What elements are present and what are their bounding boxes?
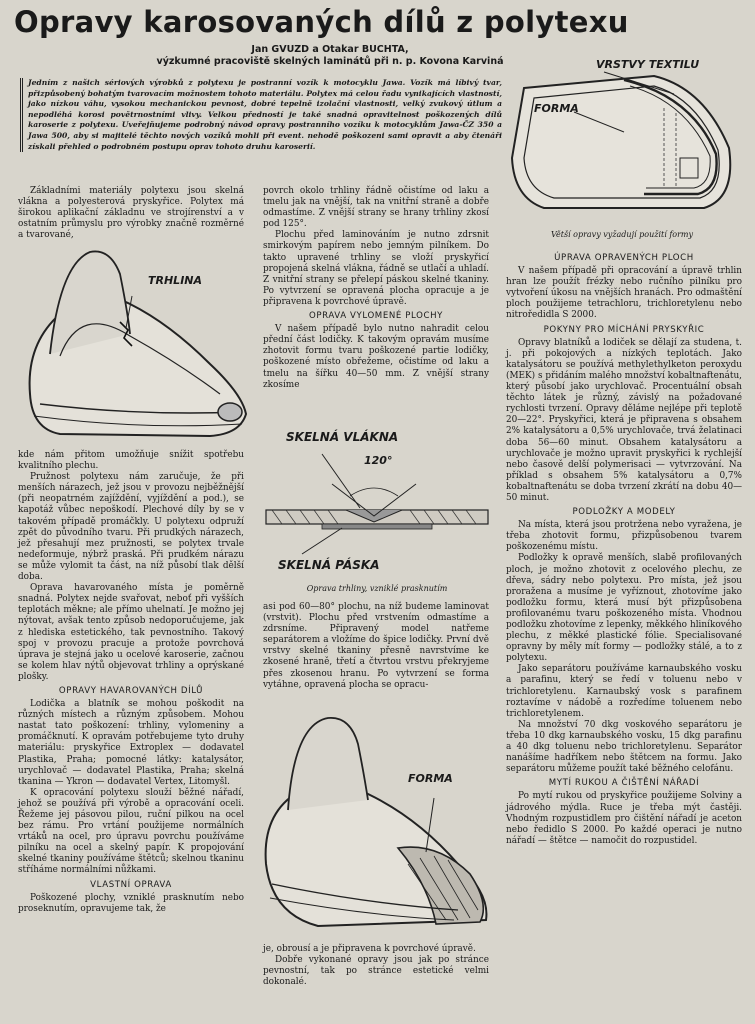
col3-p2: Opravy blatníků a lodiček se dělají za studena, t. j. při pokojových a nízkých teplotách. Jako katalysátoru se používá methylethylketon peroxydu (MEK) s přidáním malého množství kobaltnaftenátu, který působí jako urychlovač. Procentuální obsah těchto látek je různý, závislý na požadované rychlosti tvrzení. Opravy děláme nejlépe při teplotě 20—22°. Pryskyřici, která je připravena s obsahem 2% katalysátoru a 0,5% urychlovače, trvá želatinaci doba 56—60 minut. Obsahem katalysátoru a urychlovače je možno upravit pryskyřici k rychlejší nebo časově delší polymerisaci — vytvrzování. Na příklad s obsahem 5% katalysátoru a 0,7% kobaltnaftenátu se doba tvrzení zkrátí na dobu 40—50 minut. [506, 337, 742, 503]
col3-p6: Na množství 70 dkg voskového separátoru je třeba 10 dkg karnaubského vosku, 15 dkg parafinu a 40 dkg toluenu nebo trichloretylenu. Separátor nanášíme hadříkem nebo štětcem na formu. Jako separátoru můžeme použít také běžného celofánu. [506, 719, 742, 775]
figure-mold-layers [504, 58, 740, 230]
fig2-label-fibers: SKELNÁ VLÁKNA [286, 430, 399, 444]
col3-p5: Jako separátoru používáme karnaubského vosku a parafinu, který se ředí v toluenu nebo v trichloretylenu. Karnaubský vosk s parafinem roztavíme v nádobě a rozředíme toluenem nebo trichloretylenem. [506, 664, 742, 719]
fig2-label-tape: SKELNÁ PÁSKA [278, 558, 380, 572]
col3-p3: Na místa, která jsou protržena nebo vyražena, je třeba zhotovit formu, přizpůsobenou tvarem poškozenému místu. [506, 520, 742, 553]
column-2 [263, 186, 489, 391]
column-1-lower [18, 450, 244, 915]
col1-p4: Oprava havarovaného místa je poměrně snadná. Polytex nejde svařovat, neboť při vyšších teplotách měkne; ale přímo uhelnatí. Je možno jej nýtovat, avšak tento způsob nedoporučujeme, jak z hlediska estetického, tak pevnostního. Takový spoj v provozu pracuje a protože povrchová úprava je stejná jako u ocelové karoserie, začnou se kolem hlav nýtů objevovat trhliny a oprýskané plošky. [18, 583, 244, 682]
column-1 [18, 186, 244, 241]
fig4-caption: Větší opravy vyžadují použití formy [550, 230, 694, 239]
col2-p6: Dobře vykonané opravy jsou jak po stránce pevnostní, tak po stránce estetické velmi dokonalé. [263, 955, 489, 988]
col1-p2: kde nám přitom umožňuje snížit spotřebu kvalitního plechu. [18, 450, 244, 472]
col2-p1: povrch okolo trhliny řádně očistíme od laku a tmelu jak na vnější, tak na vnitřní straně a dobře odmastíme. Z vnější strany se hrany trhliny zkosí pod 125°. [263, 186, 489, 230]
fig4-label-layers: VRSTVY TEXTILU [596, 58, 700, 71]
authors [150, 44, 510, 68]
article-title: Opravy karosovaných dílů z polytexu [14, 5, 629, 39]
col3-p7: Po mytí rukou od pryskyřice použijeme Solviny a jádrového mýdla. Ruce je třeba mýt častěji. Vhodným rozpustidlem pro čištění nářadí je aceton nebo ředidlo S 2000. Po každé operaci je nutno nářadí — štětce — namočit do rozpustidel. [506, 791, 742, 846]
fig2-label-angle: 120° [364, 454, 393, 467]
col2-p5: je, obrousí a je připravena k povrchové úpravě. [263, 944, 476, 954]
col3-heading-1: ÚPRAVA OPRAVENÝCH PLOCH [554, 253, 694, 263]
col1-p1: Základními materiály polytexu jsou skelná vlákna a polyesterová pryskyřice. Polytex má širokou aplikační základnu ve strojírenství a v ostatním průmyslu pro výrobky značně rozměrné a tvarované, [18, 186, 244, 241]
figure-crack-repair [262, 424, 492, 592]
col1-p5: Lodička a blatník se mohou poškodit na různých místech a různým způsobem. Mohou nastat tato poškození: trhliny, vylomeniny a promáčknutí. K opravám potřebujeme tyto druhy materiálu: pryskyřice Extroplex — dodavatel Plastika, Praha; pomocné látky: katalysátor, urychlovač — dodavatel Plastika, Praha; skelná tkanina — Ykron — dodavatel Vertex, Litomyšl. [18, 699, 244, 787]
column-2-middle [263, 602, 489, 691]
col1-heading-2: VLASTNÍ OPRAVA [90, 879, 172, 890]
col1-p3: Pružnost polytexu nám zaručuje, že při menších nárazech, jež jsou v provozu nejběžnější (při neopatrném zajíždění, vyjíždění a pod.), se kapotáž vůbec nepoškodí. Plechové díly by se v takovém případě promáčkly. U polytexu odpruží zpět do původního tvaru. Při prudkých nárazech, jež přesahují mez pružnosti, se polytex trvale nedeformuje, nýbrž praská. Při prudkém nárazu se může vylomit ta část, na níž působí tlak dělší doba. [18, 472, 244, 583]
column-2-lower [263, 944, 489, 988]
fig3-label-form: FORMA [408, 772, 453, 785]
col2-heading-1: OPRAVA VYLOMENÉ PLOCHY [309, 311, 443, 322]
column-3 [506, 250, 742, 847]
col2-p4: asi pod 60—80° plochu, na níž budeme laminovat (vrstvit). Plochu před vrstvením odmastíme a zdrsníme. Připravený model natřeme separátorem a vložíme do špice lodičky. První dvě vrstvy skelné tkaniny přesně navrstvíme ke zkosené hraně, třetí a čtvrtou vrstvu překryjeme přes zkosenou hranu. Po vytvrzení se forma vytáhne, opravená plocha se opracu- [263, 602, 489, 690]
col1-p7: Poškozené plochy, vzniklé prasknutím nebo proseknutím, opravujeme tak, že [18, 892, 244, 914]
col3-p4: Podložky k opravě menších, slabě profilovaných ploch, je možno zhotovit z ocelového plechu, ze dřeva, sádry nebo polytexu. Pro místa, jež jsou proražena a musíme je vyříznout, zhotovíme jako podložku formu, která musí být přizpůsobena profilovanému tvaru poškozeného místa. Vhodnou podložku zhotovíme z lepenky, měkkého hliníkového plechu, z měkké plastické fólie. Specialisované opravny by měly mít formy — podložky stálé, a to z polytexu. [506, 553, 742, 664]
sidecar-form-drawing [258, 714, 496, 936]
fig2-caption: Oprava trhliny, vzniklé prasknutím [306, 584, 448, 593]
fig1-label-crack: TRHLINA [148, 274, 203, 287]
col3-p1: V našem případě při opracování a úpravě trhlin hran lze použít frézky nebo ručního pilníku pro vytvoření úkosu na vnějších hranách. Pro odmaštění ploch použijeme tetrachloru, trichloretylenu nebo nitroředidla S 2000. [506, 266, 742, 321]
col3-heading-3: PODLOŽKY A MODELY [572, 507, 676, 518]
sidecar-crack-drawing [20, 244, 250, 446]
col2-p3: V našem případě bylo nutno nahradit celou přední část lodičky. K takovým opravám musíme zhotovit formu tvaru poškozené partie lodičky, poškozené místo obřežeme, očistíme od laku a tmelu na šířku 40—50 mm. Z vnější strany zkosíme [263, 324, 489, 390]
authors-affiliation: výzkumné pracoviště skelných laminátů při n. p. Kovona Karviná [156, 56, 504, 67]
col3-heading-4: MYTÍ RUKOU A ČIŠTĚNÍ NÁŘADÍ [548, 778, 700, 789]
lead-paragraph: Jedním z našich sériových výrobků z polytexu je postranní vozík k motocyklu Jawa. Vozík má líbivý tvar, přizpůsobený bohatým tvarovacím možnostem tohoto materiálu. Polytex má celou řadu vynikajících vlastností, jako nízkou váhu, vysokou mechanickou pevnost, dobré tepelně izolační vlastnosti, velký zvukový útlum a nepodléhá korosi povětrnostními vlivy. Velkou předností je také snadná opravitelnost poškozených dílů karoserie z polytexu. Uveřejňujeme podrobný návod opravy postranního vozíku k motocyklům Jawa-ČZ 350 a Jawa 500, aby si majitelé těchto nových vozíků mohli při event. nehodě poškozeni sami opravit a aby čtenáři získali přehled o podrobném postupu oprav tohoto druhu karoserií. [20, 78, 502, 152]
mold-layers-drawing [504, 58, 740, 230]
figure-crack [20, 244, 250, 446]
col1-heading-1: OPRAVY HAVAROVANÝCH DÍLŮ [58, 685, 204, 696]
figure-mold-nose [258, 714, 496, 936]
fig4-label-form: FORMA [534, 102, 579, 115]
col1-p6: K opracování polytexu slouží běžné nářadí, jehož se používá při výrobě a opracování oceli. Řežeme jej pásovou pilou, ruční pilkou na ocel bez rámu. Pro vrtání použijeme normálních vrtáků na ocel, pro úpravu povrchu používáme pilníku na ocel a skelný papír. K propojování skelné tkaniny používáme štětců; skelnou tkaninu stříháme normálními nůžkami. [18, 787, 244, 876]
col3-heading-2: POKYNY PRO MÍCHÁNÍ PRYSKYŘIC [543, 324, 705, 335]
authors-names: Jan GVUZD a Otakar BUCHTA, [251, 44, 409, 55]
col2-p2: Plochu před laminováním je nutno zdrsnit smirkovým papírem nebo jemným pilníkem. Do takto upravené trhliny se vloží pryskyřicí propojená skelná vlákna, řádně se utlačí a uhladí. Z vnitřní strany se přelepí páskou skelné tkaniny. Po vytvrzení se opravená plocha opracuje a je připravena k povrchové úpravě. [263, 230, 489, 307]
